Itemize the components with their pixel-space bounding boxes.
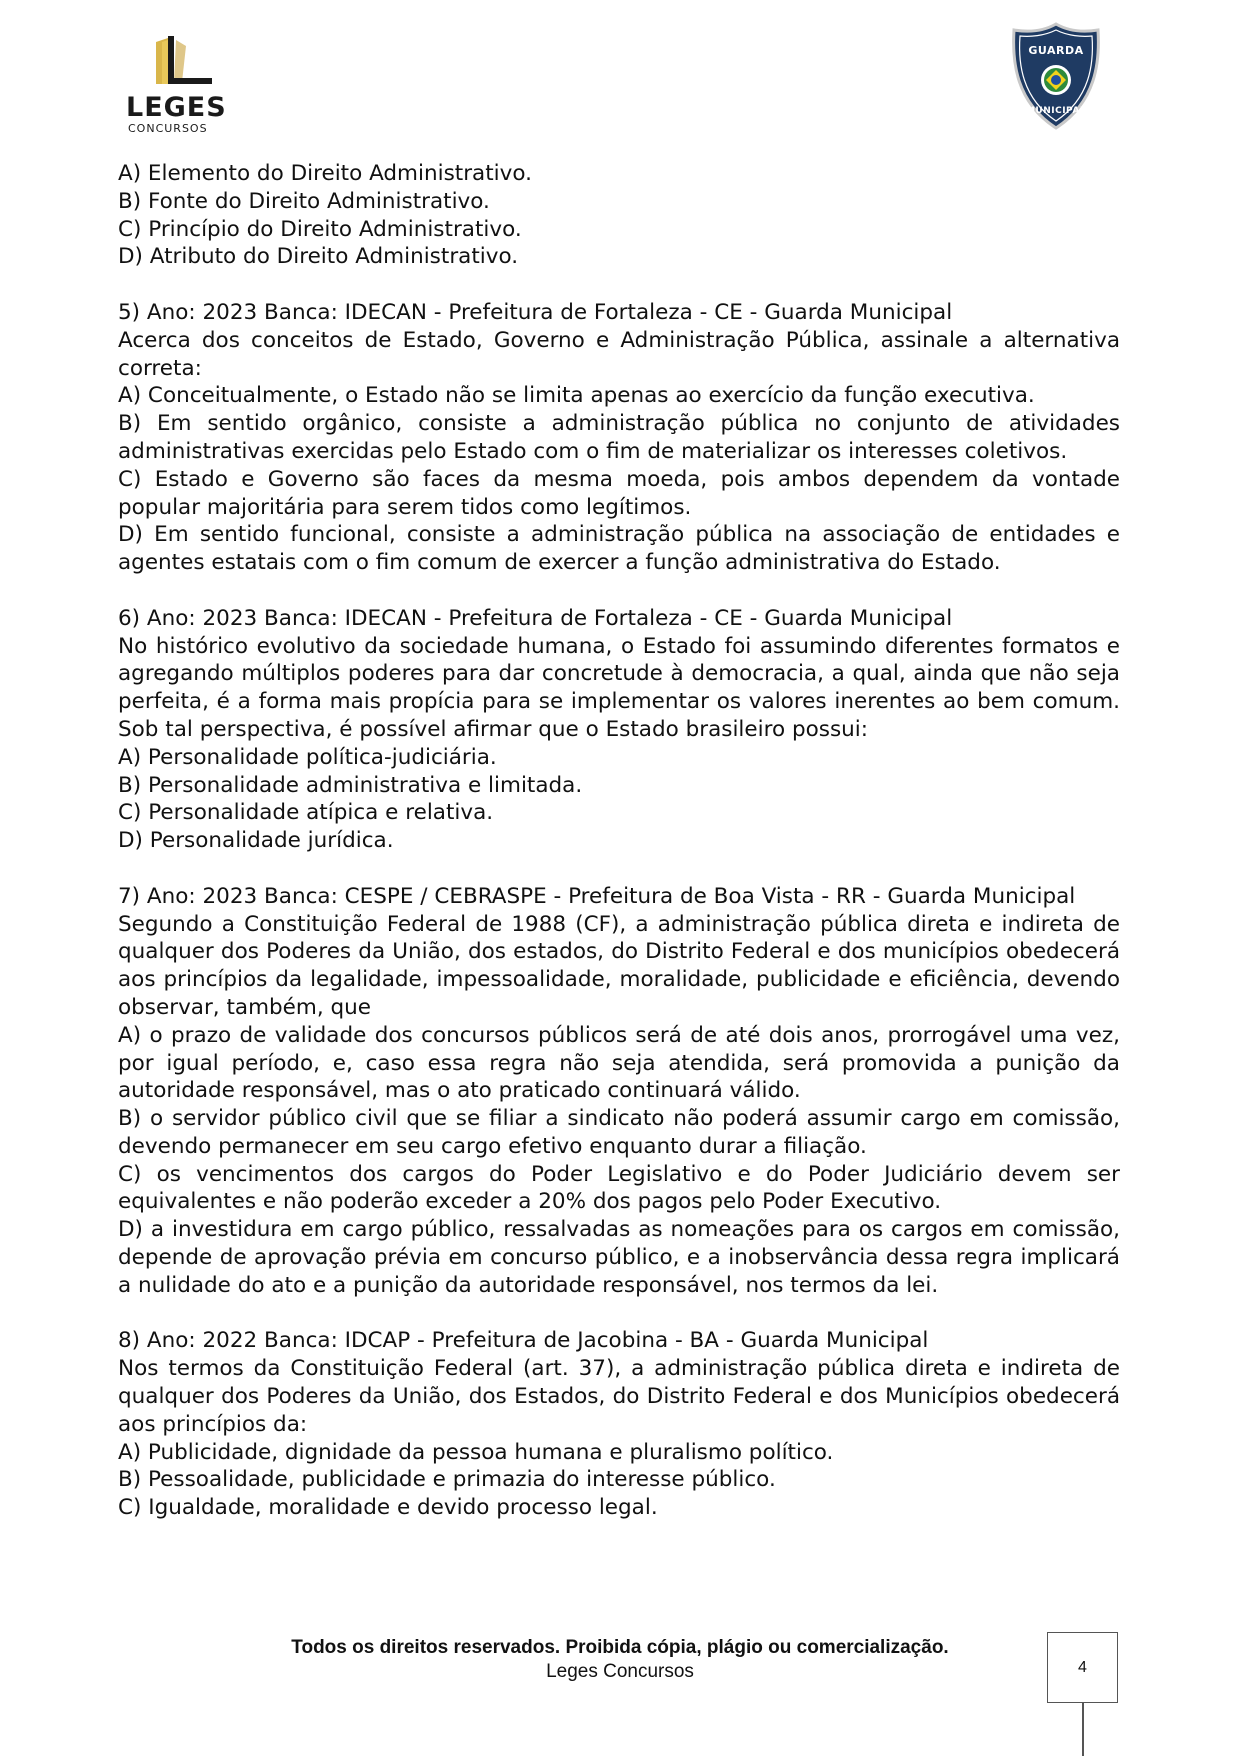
answer-option: C) os vencimentos dos cargos do Poder Legislativo e do Poder Judiciário devem ser equivalentes e não poderão exceder a 20% dos pagos pelo Poder Executivo.: [118, 1161, 1120, 1215]
answer-option: D) a investidura em cargo público, ressalvadas as nomeações para os cargos em comissão, depende de aprovação prévia em concurso público, e a inobservância dessa regra implicará a nulidade do ato e a punição da autoridade responsável, nos termos da lei.: [118, 1217, 1120, 1298]
answer-option: B) Personalidade administrativa e limitada.: [118, 772, 583, 798]
question-header: 7) Ano: 2023 Banca: CESPE / CEBRASPE - Prefeitura de Boa Vista - RR - Guarda Municipal: [118, 883, 1076, 909]
answer-option: C) Estado e Governo são faces da mesma moeda, pois ambos dependem da vontade popular majoritária para serem tidos como legítimos.: [118, 466, 1120, 520]
answer-option: C) Princípio do Direito Administrativo.: [118, 216, 522, 242]
answer-option: D) Atributo do Direito Administrativo.: [118, 244, 519, 270]
footer: [200, 1636, 1040, 1684]
brand-sub: CONCURSOS: [128, 122, 208, 135]
footer-company: Leges Concursos: [546, 1661, 694, 1682]
leges-logo: [118, 36, 238, 136]
answer-option: B) Fonte do Direito Administrativo.: [118, 188, 490, 214]
answer-option: B) Pessoalidade, publicidade e primazia do interesse público.: [118, 1467, 776, 1493]
answer-option: C) Personalidade atípica e relativa.: [118, 800, 494, 826]
answer-option: D) Personalidade jurídica.: [118, 828, 394, 854]
leges-logo-icon: [152, 36, 216, 88]
question-header: 5) Ano: 2023 Banca: IDECAN - Prefeitura de Fortaleza - CE - Guarda Municipal: [118, 299, 953, 325]
answer-option: D) Em sentido funcional, consiste a administração pública na associação de entidades e agentes estatais com o fim comum de exercer a função administrativa do Estado.: [118, 522, 1120, 576]
question-header: 6) Ano: 2023 Banca: IDECAN - Prefeitura de Fortaleza - CE - Guarda Municipal: [118, 605, 953, 631]
badge-top-text: GUARDA: [1028, 44, 1084, 57]
page-number: 4: [1047, 1632, 1118, 1703]
answer-option: B) Em sentido orgânico, consiste a administração pública no conjunto de atividades administrativas exercidas pelo Estado com o fim de materializar os interesses coletivos.: [118, 411, 1120, 464]
answer-option: B) o servidor público civil que se filiar a sindicato não poderá assumir cargo em comissão, devendo permanecer em seu cargo efetivo enquanto durar a filiação.: [118, 1106, 1120, 1159]
question-statement: Nos termos da Constituição Federal (art. 37), a administração pública direta e indireta de qualquer dos Poderes da União, dos Estados, do Distrito Federal e dos Municípios obedecerá aos princípios da:: [118, 1356, 1120, 1437]
page-number-connector: [1082, 1703, 1084, 1756]
guarda-municipal-badge: [1010, 22, 1102, 130]
footer-rights: Todos os direitos reservados. Proibida cópia, plágio ou comercialização.: [291, 1637, 949, 1658]
answer-option: A) Conceitualmente, o Estado não se limita apenas ao exercício da função executiva.: [118, 383, 1035, 409]
answer-option: A) o prazo de validade dos concursos públicos será de até dois anos, prorrogável uma vez, por igual período, e, caso essa regra não seja atendida, será promovida a punição da autoridade responsável, mas o ato praticado continuará válido.: [118, 1022, 1120, 1104]
question-statement: Acerca dos conceitos de Estado, Governo e Administração Pública, assinale a alternativa correta:: [118, 327, 1120, 381]
answer-option: A) Elemento do Direito Administrativo.: [118, 161, 532, 186]
question-statement: No histórico evolutivo da sociedade humana, o Estado foi assumindo diferentes formatos e agregando múltiplos poderes para dar concretude à democracia, a qual, ainda que não seja perfeita, é a forma mais propícia para se implementar os valores inerentes ao bem comum. Sob tal perspectiva, é possível afirmar que o Estado brasileiro possui:: [118, 633, 1120, 742]
spacer: [118, 855, 1120, 883]
document-body: [118, 160, 1120, 1522]
question-statement: Segundo a Constituição Federal de 1988 (CF), a administração pública direta e indireta de qualquer dos Poderes da União, dos estados, do Distrito Federal e dos municípios obedecerá aos princípios da legalidade, impessoalidade, moralidade, publicidade e eficiência, devendo observar, também, que: [118, 911, 1120, 1020]
answer-option: C) Igualdade, moralidade e devido processo legal.: [118, 1495, 658, 1521]
badge-bottom-text: MUNICIPAL: [1025, 106, 1087, 116]
spacer: [118, 1300, 1120, 1328]
spacer: [118, 271, 1120, 299]
question-header: 8) Ano: 2022 Banca: IDCAP - Prefeitura de Jacobina - BA - Guarda Municipal: [118, 1328, 929, 1354]
spacer: [118, 577, 1120, 605]
answer-option: A) Publicidade, dignidade da pessoa humana e pluralismo político.: [118, 1439, 834, 1465]
answer-option: A) Personalidade política-judiciária.: [118, 744, 497, 770]
brand-name: LEGES: [126, 92, 227, 123]
